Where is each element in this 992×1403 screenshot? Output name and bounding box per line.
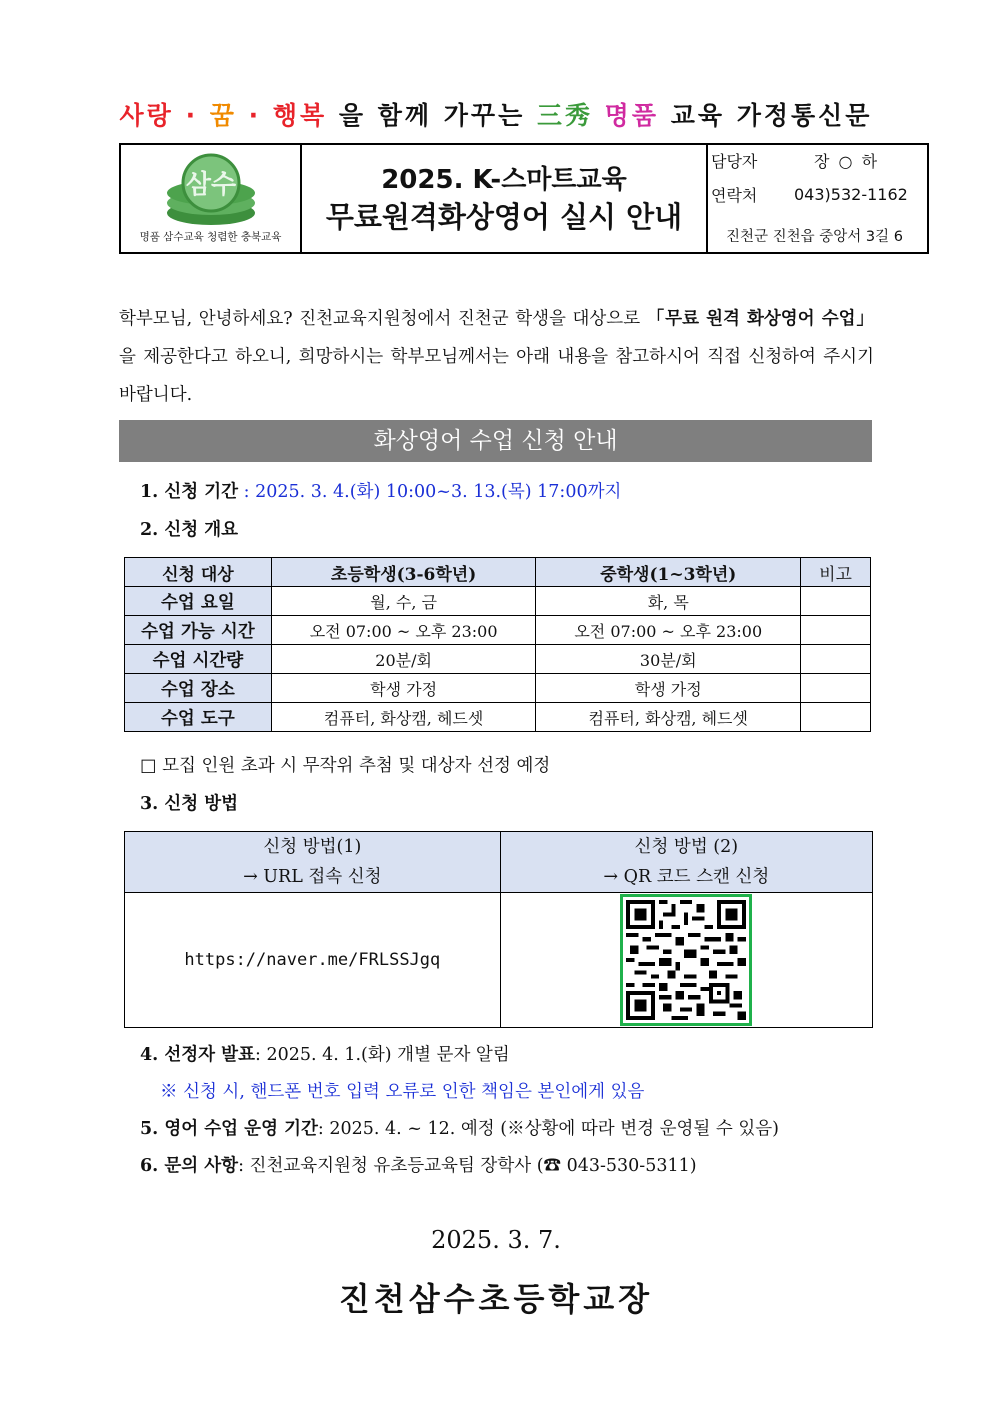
item-announcement xyxy=(140,1041,510,1066)
table-header-cell: 중학생(1~3학년) xyxy=(536,558,801,587)
row-header: 수업 시간량 xyxy=(125,645,272,674)
address: 진천군 진천읍 중앙서 3길 6 xyxy=(726,229,903,245)
banner-happy: 행복 xyxy=(272,101,328,130)
row-header: 수업 요일 xyxy=(125,587,272,616)
section-title: 화상영어 수업 신청 안내 xyxy=(119,420,872,462)
table-cell: 컴퓨터, 화상캠, 헤드셋 xyxy=(536,703,801,732)
item5-label: 5. 영어 수업 운영 기간 xyxy=(140,1119,318,1139)
qr-cell xyxy=(500,893,872,1028)
table-cell: 컴퓨터, 화상캠, 헤드셋 xyxy=(271,703,536,732)
item-application-period xyxy=(140,478,621,503)
table-header-cell: 비고 xyxy=(801,558,871,587)
signature: 진천삼수초등학교장 xyxy=(338,1280,654,1318)
banner-text-end: 교육 가정통신문 xyxy=(670,101,873,130)
application-url-link[interactable]: https://naver.me/FRLSSJgq xyxy=(184,950,441,970)
table-cell xyxy=(801,587,871,616)
table-row xyxy=(125,703,871,732)
method-table xyxy=(124,831,873,1028)
method1-title: 신청 방법(1) xyxy=(263,837,362,857)
intro-text-1: 학부모님, 안녕하세요? 진천교육지원청에서 진천군 학생을 대상으로 xyxy=(119,309,647,329)
document-header xyxy=(119,143,929,254)
banner-dream: 꿈 xyxy=(209,101,237,130)
method2-desc: → QR 코드 스캔 신청 xyxy=(603,867,770,887)
item1-colon: : xyxy=(238,482,256,502)
url-cell xyxy=(125,893,501,1028)
table-cell xyxy=(801,674,871,703)
banner-love: 사랑 xyxy=(119,101,174,130)
page-title-line1: 2025. K-스마트교육 xyxy=(381,164,627,195)
banner-text: 을 함께 가꾸는 xyxy=(338,101,526,130)
item-method xyxy=(140,790,238,815)
item-operation-period xyxy=(140,1115,779,1140)
method-header-qr xyxy=(500,832,872,893)
item-overview xyxy=(140,516,238,541)
intro-text-2: 을 제공한다고 하오니, 희망하시는 학부모님께서는 아래 내용을 참고하시어 직접 신청하여 주시기 바랍니다. xyxy=(119,347,874,405)
qr-code-graphic xyxy=(626,900,746,1020)
slogan: 명품 삼수교육 청렴한 충북교육 xyxy=(139,231,282,243)
manager-label: 담당자 xyxy=(711,152,758,171)
item5-value: : 2025. 4. ~ 12. 예정 (※상황에 따라 변경 운영될 수 있음) xyxy=(317,1119,779,1139)
table-cell: 20분/회 xyxy=(271,645,536,674)
item-inquiry xyxy=(140,1152,697,1177)
table-header-row xyxy=(125,558,871,587)
table-cell: 월, 수, 금 xyxy=(271,587,536,616)
phone-label: 연락처 xyxy=(711,186,758,205)
banner-dot: · xyxy=(185,101,199,130)
page-title-line2: 무료원격화상영어 실시 안내 xyxy=(325,199,683,234)
intro-highlight: 「무료 원격 화상영어 수업」 xyxy=(646,309,874,329)
method-header-row xyxy=(125,832,873,893)
lottery-note: □ 모집 인원 초과 시 무작위 추첨 및 대상자 선정 예정 xyxy=(140,756,551,776)
item6-value: : 진천교육지원청 유초등교육팀 장학사 (☎ 043-530-5311) xyxy=(238,1156,697,1176)
overview-table xyxy=(124,557,871,732)
banner-brand: 명품 xyxy=(604,101,659,130)
intro-paragraph xyxy=(119,300,874,414)
method1-desc: → URL 접속 신청 xyxy=(243,867,382,887)
table-row xyxy=(125,674,871,703)
row-header: 수업 도구 xyxy=(125,703,272,732)
item1-value: 2025. 3. 4.(화) 10:00~3. 13.(목) 17:00까지 xyxy=(255,482,622,502)
item1-label: 1. 신청 기간 xyxy=(140,482,239,502)
method2-title: 신청 방법 (2) xyxy=(634,837,739,857)
qr-code-icon[interactable] xyxy=(620,894,752,1026)
table-header-cell: 신청 대상 xyxy=(125,558,272,587)
item6-label: 6. 문의 사항 xyxy=(140,1156,239,1176)
table-row xyxy=(125,616,871,645)
contact-cell xyxy=(708,145,927,252)
method-header-url xyxy=(125,832,501,893)
school-logo-cell xyxy=(121,145,302,252)
table-cell: 30분/회 xyxy=(536,645,801,674)
phone-value: 043)532-1162 xyxy=(794,185,908,204)
banner-dot: · xyxy=(248,101,262,130)
table-cell: 오전 07:00 ~ 오후 23:00 xyxy=(536,616,801,645)
table-cell: 학생 가정 xyxy=(536,674,801,703)
logo-text: 삼수 xyxy=(185,170,237,200)
table-cell xyxy=(801,616,871,645)
table-cell: 화, 목 xyxy=(536,587,801,616)
method-body-row xyxy=(125,893,873,1028)
table-row xyxy=(125,587,871,616)
table-cell xyxy=(801,645,871,674)
table-cell: 오전 07:00 ~ 오후 23:00 xyxy=(271,616,536,645)
document-date: 2025. 3. 7. xyxy=(431,1226,561,1254)
table-cell xyxy=(801,703,871,732)
row-header: 수업 장소 xyxy=(125,674,272,703)
item4-value: : 2025. 4. 1.(화) 개별 문자 알림 xyxy=(254,1045,510,1065)
row-header: 수업 가능 시간 xyxy=(125,616,272,645)
manager-value: 장 ○ 하 xyxy=(814,152,880,171)
item2-label: 2. 신청 개요 xyxy=(140,520,239,540)
phone-warning: ※ 신청 시, 핸드폰 번호 입력 오류로 인한 책임은 본인에게 있음 xyxy=(160,1082,645,1102)
table-row xyxy=(125,645,871,674)
item3-label: 3. 신청 방법 xyxy=(140,794,239,814)
banner-three: 三秀 xyxy=(536,101,593,130)
table-cell: 학생 가정 xyxy=(271,674,536,703)
item4-label: 4. 선정자 발표 xyxy=(140,1045,255,1065)
table-header-cell: 초등학생(3-6학년) xyxy=(271,558,536,587)
newsletter-banner xyxy=(0,96,992,132)
title-cell xyxy=(302,145,708,252)
school-logo-icon xyxy=(151,151,271,231)
